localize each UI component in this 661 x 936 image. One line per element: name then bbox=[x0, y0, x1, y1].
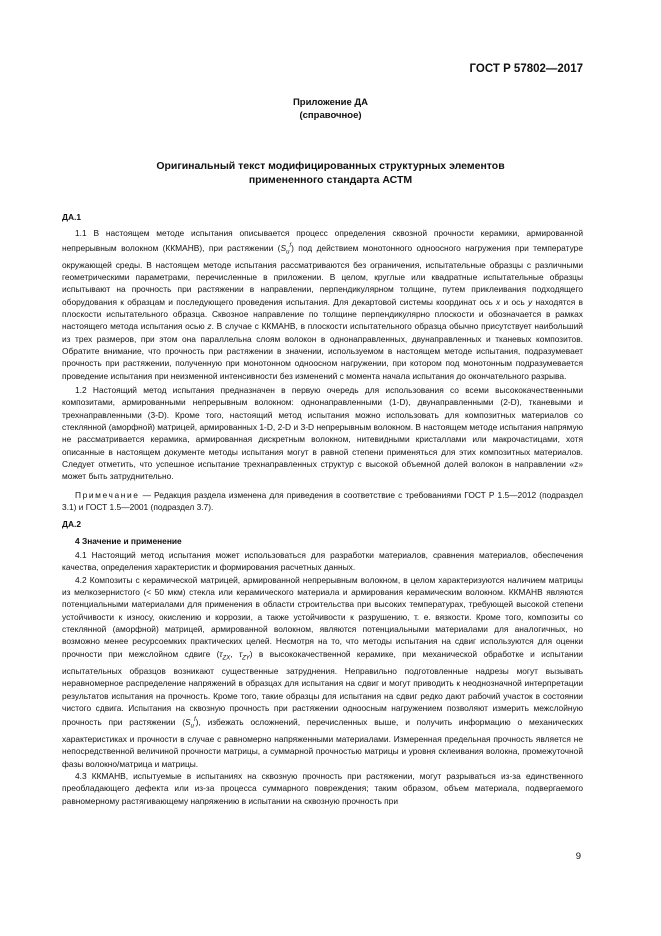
paragraph-1-1: 1.1 В настоящем методе испытания описывается процесс определения сквозной прочности керамики, армированной непрерывным волокном (ККМАНВ), при растяжении $(S_u^f)$ под действием монотонного одноосного нагружения при температуре окружающей среды. В настоящем методе испытания рассматриваются без ограничения, испытательные образцы с различными геометрическими параметрами, перечисленные в приложении. В целом, круглые или квадратные испытательные образцы испытывают на прочность при растяжении в направлении, перпендикулярном толщине, путем приклеивания подходящего оборудования к образцам и последующего проведения испытания. Для декартовой системы координат ось x и ось y находятся в плоскости испытательного образца. Сквозное направление по толщине перпендикулярно плоскости и обозначается в рамках настоящего метода испытания осью z. В случае с ККМАНВ, в плоскости испытательного образца обычно присутствует наибольший из трех размеров, при этом она параллельна слоям волокон в однонаправленных, двунаправленных и тканевых композитов. Обратите внимание, что прочность при растяжении в значении, используемом в настоящем методе испытания, подразумевает прочность при растяжении, полученную при монотонном одноосном нагружении, при котором под монотонным подразумевается проведение испытания при неизменной интенсивности без изменений с момента начала испытания до окончательного разрыва. bbox=[62, 228, 583, 381]
paragraph-4-3: 4.3 ККМАНВ, испытуемые в испытаниях на сквозную прочность при растяжении, могут разрываться из-за единственного преобладающего дефекта или из-за процесса суммарного повреждения; таким образом, объем материала, подвергаемого равномерному растягивающему напряжению в испытании на сквозную прочность при bbox=[62, 771, 583, 806]
heading-4: 4 Значение и применение bbox=[75, 535, 182, 546]
annex-subtitle: (справочное) bbox=[299, 110, 362, 121]
paragraph-1-2: 1.2 Настоящий метод испытания предназначен в первую очередь для использования со всеми высококачественными композитами, армированными непрерывным волокном: однонаправленными (1-D), двунаправленными (2-D), тканевыми и трехнаправленными (3-D). Кроме того, настоящий метод испытания можно использовать для композитных материалов со стеклянной (аморфной) матрицей, армированных 1-D, 2-D и 3-D непрерывным волокном. В настоящем методе испытания напрямую не рассматривается керамика, армированная дискретным волокном, нитевидными кристаллами или макрочастицами, хотя описанные в настоящем документе методы испытания могут в равной степени применяться для этих композитных материалов. Следует отметить, что успешное испытание трехнаправленных структур с высокой объемной долей волокон в направлении «z» может быть затруднительно. bbox=[62, 384, 583, 482]
annex-heading bbox=[0, 96, 661, 122]
section-da2: ДА.2 bbox=[62, 519, 81, 530]
note-text: — Редакция раздела изменена для приведения в соответствие с требованиями ГОСТ Р 1.5—2012 (подраздел 3.1) и ГОСТ 1.5—2001 (подраздел 3.7). bbox=[62, 489, 583, 513]
title-line-1: Оригинальный текст модифицированных структурных элементов bbox=[156, 160, 505, 172]
document-body bbox=[62, 211, 583, 807]
paragraph-4-2: 4.2 Композиты с керамической матрицей, армированной непрерывным волокном, в целом характеризуются наличием матрицы из мелкозернистого (< 50 мкм) стекла или керамического материала и армирования керамическим волокном. ККМАНВ являются потенциальными материалами для применения в области строительства при высоких температурах, требующей высокой степени устойчивости к износу, окислению и коррозии, а также устойчивости к разрушению, т. е. вязкости. Кроме того, композиты со стеклянной (аморфной) матрицей, армированной волокном, являются потенциальными материалами для аналогичных, но возможно менее ресурсоемких практических целей. Несмотря на то, что методы испытания на сдвиг используются для оценки прочности при межслойном сдвиге ($\tau_{ZX}$, $\tau_{ZY}$) в высококачественной керамике, при механической обработке и испытании испытательных образцов возникают существенные затруднения. Неправильно подготовленные надрезы могут вызывать неравномерное распределение напряжений в образцах для испытания на сдвиг и могут приводить к неоднозначной интерпретации результатов испытания на прочность. Кроме того, такие образцы для испытания на сдвиг редко дают рабочий участок в состоянии чистого сдвига. Испытания на сквозную прочность при растяжении одноосным нагружением позволяют измерить межслойную прочность при растяжении $(S_u^f)$, избежать осложнений, перечисленных выше, и получить информацию о механических характеристиках и прочности в случае с равномерно напряженными материалами. Измеренная предельная прочность является не непосредственной величиной прочности матрицы, а суммарной прочностью матрицы и уровня склеивания волокна, промежуточной фазы волокно/матрица и матрицы. bbox=[62, 574, 583, 769]
paragraph-4-1: 4.1 Настоящий метод испытания может использоваться для разработки материалов, сравнения материалов, обеспечения качества, определения характеристик и формирования расчетных данных. bbox=[62, 550, 583, 573]
title-line-2: примененного стандарта АСТМ bbox=[248, 174, 413, 186]
document-id: ГОСТ Р 57802—2017 bbox=[469, 63, 583, 75]
note bbox=[62, 489, 583, 514]
document-title bbox=[0, 159, 661, 187]
page-number: 9 bbox=[575, 851, 581, 862]
section-da1: ДА.1 bbox=[62, 212, 81, 222]
annex-title: Приложение ДА bbox=[292, 97, 369, 108]
note-label: Примечание bbox=[75, 489, 140, 500]
